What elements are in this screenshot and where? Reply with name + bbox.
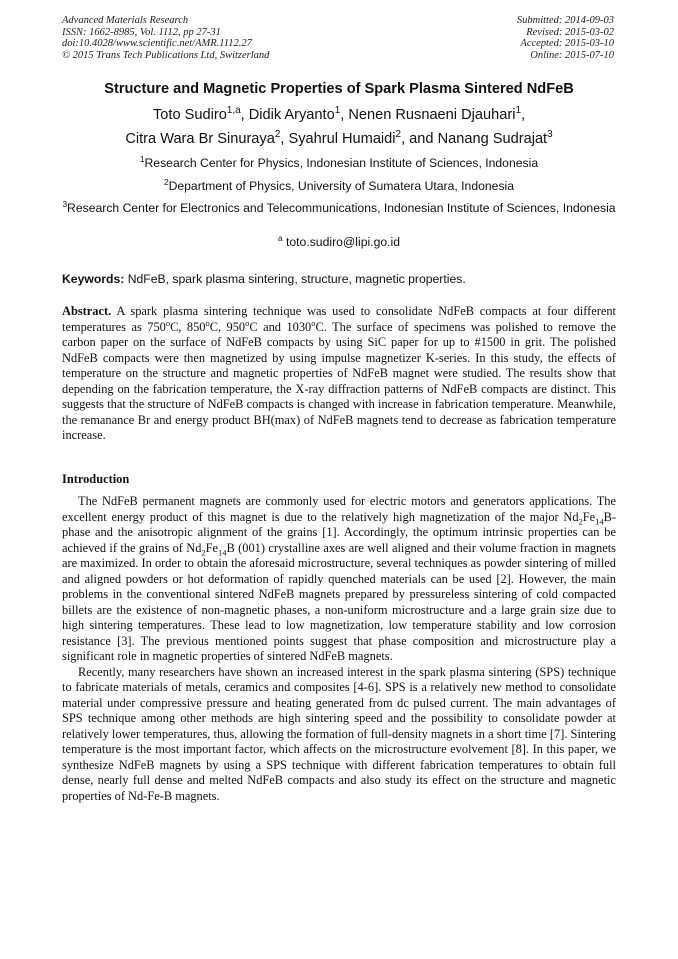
author-line-1: Toto Sudiro$^{1,a}$, Didik Aryanto$^1$, Nenen Rusnaeni Djauhari$^1$,	[152, 105, 526, 123]
author-list	[0, 103, 678, 151]
header-right	[517, 15, 614, 61]
abstract-text: C and 1030	[249, 319, 312, 334]
subscript: 14	[595, 515, 604, 526]
email-text: toto.sudiro@lipi.go.id	[286, 235, 400, 249]
paragraph-text: Fe	[205, 540, 219, 555]
paragraph-text: The NdFeB permanent magnets are commonly used for electric motors and generators applications. The excellent energy product of this magnet is due to the relatively high magnetization of the major Nd	[62, 494, 616, 524]
abstract-text: C, 950	[209, 319, 246, 334]
section-heading-introduction: Introduction	[62, 472, 130, 486]
subscript: 14	[218, 546, 227, 557]
abstract-label: Abstract.	[62, 304, 112, 318]
journal-name: Advanced Materials Research	[62, 15, 189, 26]
author-sup: 1	[515, 105, 521, 117]
affiliation-text: Research Center for Physics, Indonesian Institute of Sciences, Indonesia	[144, 156, 539, 170]
copyright: © 2015 Trans Tech Publications Ltd, Switzerland	[62, 49, 270, 61]
issn: ISSN: 1662-8985, Vol. 1112, pp 27-31	[62, 26, 221, 38]
affiliation-text: Department of Physics, University of Sumatera Utara, Indonesia	[168, 179, 515, 193]
author-name: Toto Sudiro	[152, 107, 227, 123]
keywords	[62, 272, 616, 287]
paragraph-text: Fe	[582, 509, 596, 524]
author-name: Citra Wara Br Sinuraya	[125, 131, 275, 147]
author-sup: 2	[274, 129, 281, 141]
degree-sup: o	[311, 317, 316, 328]
author-sup: 2	[395, 129, 402, 141]
paper-title: Structure and Magnetic Properties of Spark Plasma Sintered NdFeB	[104, 81, 574, 97]
affiliation-sup: 2	[163, 176, 169, 187]
author-sup: 1,a	[226, 105, 241, 117]
author-email	[62, 232, 616, 251]
author-line-2: Citra Wara Br Sinuraya$^2$, Syahrul Humaidi$^2$, and Nanang Sudrajat$^3$	[125, 129, 553, 147]
author-sup: 3	[547, 129, 553, 141]
abstract-text: C. The surface of specimens was polished to remove the carbon paper on the surface of NdFeB compacts by using SiC paper for up to #1500 in grit. The polished NdFeB compacts were then magnetized by using impulse magnetizer K-series. In this study, the effects of temperature on the structure and magnetic properties of NdFeB magnet were studied. The results show that depending on the fabrication temperature, the X-ray diffraction patterns of NdFeB compacts are distinct. This suggests that the structure of NdFeB compacts is changed with increase in fabrication temperature. Meanwhile, the remanance Br and energy product BH(max) of NdFeB magnets tend to decrease as fabrication temperature increase.	[62, 319, 616, 442]
abstract-text: A spark plasma sintering technique was used to consolidate NdFeB compacts at four different temperatures as 750	[62, 304, 616, 334]
keywords-text: NdFeB, spark plasma sintering, structure, magnetic properties.	[127, 272, 466, 286]
email-sup: a	[278, 232, 283, 243]
online-date: Online: 2015-07-10	[530, 49, 614, 61]
paragraph-text: B (001) crystalline axes are well aligned and their volume fraction in magnets are maximized. In order to obtain the aforesaid microstructure, several techniques as powder sintering of milled and aligned powders or hot deformation of rapidly quenched materials can be used [2]. However, the main problems in the conventional sintered NdFeB magnets prepared by pressureless sintering of cold compacted billets are the existence of non-magnetic phases, a non-uniform microstructure and a large grain size due to high sintering temperatures. These lead to low magnetization, low temperature stability and low corrosion resistance [3]. The previous mentioned points suggest that phase composition and microstructure play a significant role in magnetic properties of sintered NdFeB magnets.	[62, 540, 616, 663]
abstract-text: C, 850	[170, 319, 206, 334]
affiliation-1	[62, 153, 616, 172]
affiliation-sup: 1	[139, 153, 145, 164]
degree-sup: o	[245, 317, 250, 328]
accepted-date: Accepted: 2015-03-10	[520, 38, 614, 49]
affiliation-sup: 3	[62, 198, 68, 209]
affiliation-text: Research Center for Electronics and Telecommunications, Indonesian Institute of Sciences, Indonesia	[67, 201, 616, 215]
subscript: 2	[578, 515, 583, 526]
abstract	[62, 304, 616, 444]
doi: doi:10.4028/www.scientific.net/AMR.1112.27	[62, 38, 252, 49]
paragraph-text: B-phase and the anisotropic alignment of the grains [1]. Accordingly, the optimum intrinsic properties can be achieved if the grains of Nd	[62, 509, 616, 555]
author-sup: 1	[334, 105, 341, 117]
author-name: Nanang Sudrajat	[437, 131, 548, 147]
affiliation-2	[62, 176, 616, 195]
degree-sup: o	[165, 317, 171, 328]
intro-paragraph-2: Recently, many researchers have shown an increased interest in the spark plasma sintering (SPS) technique to fabricate materials of metals, ceramics and composites [4-6]. SPS is a relatively new method to consolidate material under compressive pressure and heating generated from dc pulsed current. The main advantages of SPS technique among other methods are high sintering speed and the possibility to consolidate powder at relatively lower temperatures, thus, allowing the formation of full-density magnets in a short time [7]. Sintering temperature is the most important factor, which affects on the microstructure evolvement [8]. In this paper, we synthesize NdFeB magnets by using a SPS technique with different fabrication temperatures to obtain full dense, nearly full dense and melted NdFeB compacts and also study its effect on the structure and magnetic properties of Nd-Fe-B magnets.	[62, 664, 616, 803]
introduction-body	[62, 494, 616, 804]
author-name: Didik Aryanto	[248, 107, 335, 123]
author-name: Nenen Rusnaeni Djauhari	[348, 107, 516, 123]
keywords-label: Keywords:	[62, 272, 125, 286]
revised-date: Revised: 2015-03-02	[526, 26, 614, 38]
subscript: 2	[201, 546, 206, 557]
author-name: Syahrul Humaidi	[288, 131, 396, 147]
affiliation-3	[62, 198, 616, 217]
degree-sup: o	[205, 317, 210, 328]
header-left	[62, 15, 269, 61]
intro-paragraph-1	[62, 494, 616, 665]
submitted-date: Submitted: 2014-09-03	[516, 15, 614, 26]
